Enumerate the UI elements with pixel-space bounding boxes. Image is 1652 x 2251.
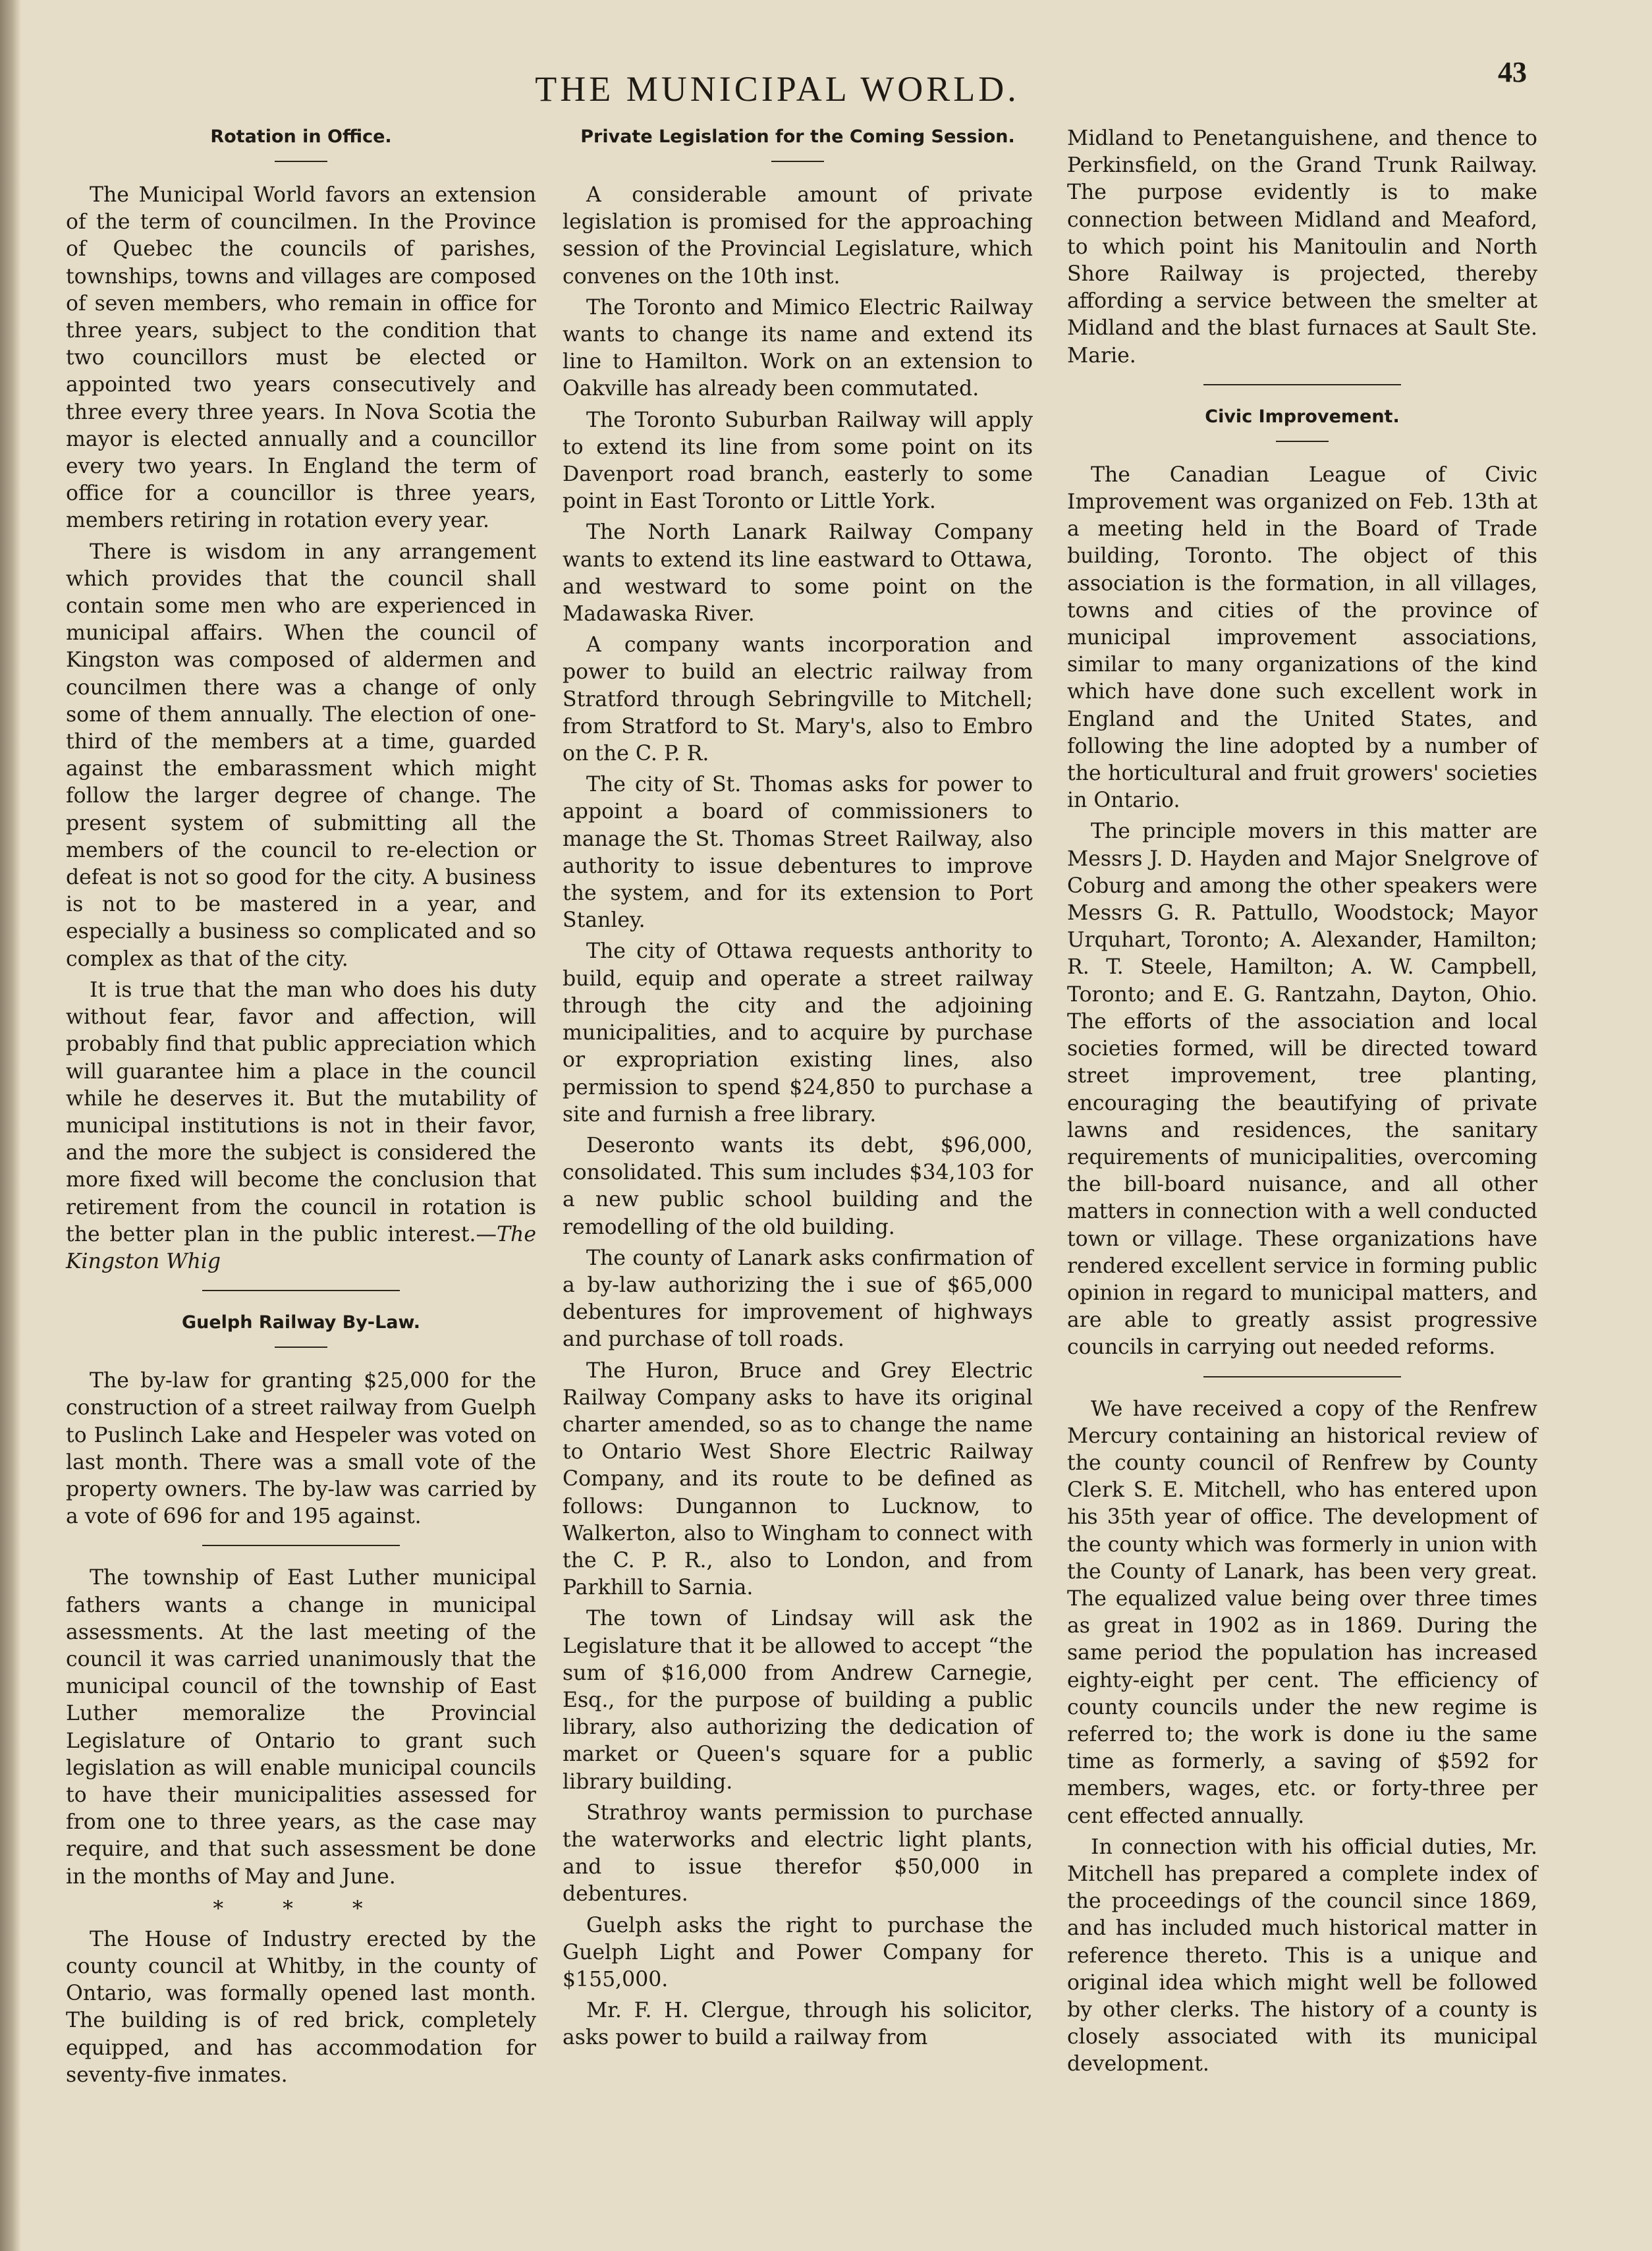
asterism: * * * — [213, 1897, 389, 1921]
section-divider — [202, 1545, 400, 1546]
section-heading: Private Legislation for the Coming Session. — [580, 126, 1015, 147]
paragraph: Strathroy wants permission to purchase the waterworks and electric light plants, and to issue therefor $50,000 in debentures. — [563, 1800, 1033, 1906]
section-divider — [1203, 1376, 1401, 1377]
section-heading: Civic Improvement. — [1205, 406, 1400, 427]
paragraph: The Huron, Bruce and Grey Electric Railway Company asks to have its original charter amended, so as to change the name to Ontario West Shore Electric Railway Company, and its route to be defined as follows: Dungannon to Lucknow, to Walkerton, also to Wingham to connect with the C. P. R., also to London, and from Parkhill to Sarnia. — [563, 1358, 1033, 1600]
column-middle — [563, 124, 1033, 2056]
heading-rule — [771, 161, 824, 162]
section-heading: Guelph Railway By-Law. — [181, 1312, 421, 1333]
paragraph: The North Lanark Railway Company wants to extend its line eastward to Ottawa, and westward to some point on the Madawaska River. — [563, 520, 1033, 626]
paragraph: In connection with his official duties, Mr. Mitchell has prepared a complete index of the proceedings of the council since 1869, and has included much historical matter in reference thereto. This is a unique and original idea which might well be followed by other clerks. The history of a county is closely associated with its municipal development. — [1067, 1835, 1537, 2076]
section-divider — [1203, 384, 1401, 385]
heading-rule — [1276, 441, 1329, 442]
paragraph: The county of Lanark asks confirmation of a by-law authorizing the i sue of $65,000 debentures for improvement of highways and purchase of toll roads. — [563, 1246, 1033, 1352]
paragraph — [66, 977, 536, 1275]
section-heading: Rotation in Office. — [210, 126, 392, 147]
column-right — [1067, 125, 1537, 2082]
paragraph: The Canadian League of Civic Improvement was organized on Feb. 13th at a meeting held in the Board of Trade building, Toronto. The object of this association is the formation, in all villages, towns and cities of the province of municipal improvement associations, similar to many organizations of the kind which have done such excellent work in England and the United States, and following the line adopted by a number of the horticultural and fruit growers' societies in Ontario. — [1067, 462, 1537, 813]
paragraph: The Toronto Suburban Railway will apply to extend its line from some point on its Davenport road branch, easterly to some point in East Toronto or Little York. — [563, 408, 1033, 514]
paragraph: Deseronto wants its debt, $96,000, consolidated. This sum includes $34,103 for a new public school building and the remodelling of the old building. — [563, 1133, 1033, 1239]
page-binding-shadow — [0, 0, 21, 2251]
section-divider — [202, 1290, 400, 1291]
paragraph: The township of East Luther municipal fathers wants a change in municipal assessments. At the last meeting of the council it was carried unanimously that the municipal council of the township of East Luther memoralize the Provincial Legislature of Ontario to grant such legislation as will enable municipal councils to have their municipalities assessed for from one to three years, as the case may require, and that such assessment be done in the months of May and June. — [66, 1566, 536, 1889]
paragraph: The principle movers in this matter are Messrs J. D. Hayden and Major Snelgrove of Coburg and among the other speakers were Messrs G. R. Pattullo, Woodstock; Mayor Urquhart, Toronto; A. Alexander, Hamilton; R. T. Steele, Hamilton; A. W. Campbell, Toronto; and E. G. Rantzahn, Dayton, Ohio. The efforts of the association and local societies formed, will be directed toward street improvement, tree planting, encouraging the beautifying of private lawns and residences, the sanitary requirements of municipalities, overcoming the bill-board nuisance, and all other matters in connection with a well conducted town or village. These organizations have rendered excellent service in forming public opinion in regard to municipal matters, and are able to greatly assist progressive councils in carrying out needed reforms. — [1067, 820, 1537, 1360]
paragraph-continued: Midland to Penetanguishene, and thence to Perkinsfield, on the Grand Trunk Railway. The purpose evidently is to make connection between Midland and Meaford, to which point his Manitoulin and North Shore Railway is projected, thereby affording a service between the smelter at Midland and the blast furnaces at Sault Ste. Marie. — [1067, 126, 1537, 368]
page-number: 43 — [1498, 56, 1527, 88]
paragraph: Guelph asks the right to purchase the Guelph Light and Power Company for $155,000. — [563, 1913, 1033, 1991]
heading-rule — [275, 1347, 327, 1348]
paragraph: The Toronto and Mimico Electric Railway wants to change its name and extend its line to Hamilton. Work on an extension to Oakville has already been commutated. — [563, 295, 1033, 401]
source-credit: The Kingston Whig — [66, 1222, 536, 1273]
paragraph: A company wants incorporation and power to build an electric railway from Stratford through Sebringville to Mitchell; from Stratford to St. Mary's, also to Embro on the C. P. R. — [563, 633, 1033, 766]
paragraph-text: It is true that the man who does his duty without fear, favor and affection, will probably find that public appreciation which will guarantee him a place in the council while he deserves it. But the mutability of municipal institutions is not in their favor, and the more the subject is considered the more fixed will become the conclusion that retirement from the council in rotation is the better plan in the public interest.— — [66, 978, 536, 1246]
running-head: THE MUNICIPAL WORLD. — [535, 69, 1020, 109]
paragraph: A considerable amount of private legislation is promised for the approaching session of the Provincial Legislature, which convenes on the 10th inst. — [563, 183, 1033, 289]
paragraph: The town of Lindsay will ask the Legislature that it be allowed to accept “the sum of $16,000 from Andrew Carnegie, Esq., for the purpose of building a public library, also authorizing the dedication of market or Queen's square for a public library building. — [563, 1607, 1033, 1794]
paragraph: The House of Industry erected by the county council at Whitby, in the county of Ontario, was formally opened last month. The building is of red brick, completely equipped, and has accommodation for seventy-five inmates. — [66, 1927, 536, 2087]
column-left — [66, 124, 536, 2093]
heading-rule — [275, 161, 327, 162]
paragraph: The city of St. Thomas asks for power to appoint a board of commissioners to manage the St. Thomas Street Railway, also authority to issue debentures to improve the system, and for its extension to Port Stanley. — [563, 773, 1033, 933]
paragraph: The Municipal World favors an extension of the term of councilmen. In the Province of Quebec the councils of parishes, townships, towns and villages are composed of seven members, who remain in office for three years, subject to the condition that two councillors must be elected or appointed two years consecutively and three every three years. In Nova Scotia the mayor is elected annually and a councillor every two years. In England the term of office for a councillor is three years, members retiring in rotation every year. — [66, 183, 536, 533]
paragraph: The city of Ottawa requests anthority to build, equip and operate a street railway through the city and the adjoining municipalities, and to acquire by purchase or expropriation existing lines, also permission to spend $24,850 to purchase a site and furnish a free library. — [563, 939, 1033, 1126]
paragraph: The by-law for granting $25,000 for the construction of a street railway from Guelph to Puslinch Lake and Hespeler was voted on last month. There was a small vote of the property owners. The by-law was carried by a vote of 696 for and 195 against. — [66, 1369, 536, 1529]
paragraph: There is wisdom in any arrangement which provides that the council shall contain some men who are experienced in municipal affairs. When the council of Kingston was composed of aldermen and councilmen there was a change of only some of them annually. The election of one-third of the members at a time, guarded against the embarassment which might follow the larger degree of change. The present system of submitting all the members of the council to re-election or defeat is not so good for the city. A business is not to be mastered in a year, and especially a business so complicated and so complex as that of the city. — [66, 540, 536, 971]
paragraph: Mr. F. H. Clergue, through his solicitor, asks power to build a railway from — [563, 1999, 1033, 2050]
paragraph: We have received a copy of the Renfrew Mercury containing an historical review of the county council of Renfrew by County Clerk S. E. Mitchell, who has entered upon his 35th year of office. The development of the county which was formerly in union with the County of Lanark, has been very great. The equalized value being over three times as great in 1902 as in 1869. During the same period the population has increased eighty-eight per cent. The efficiency of county councils under the new regime is referred to; the work is done iu the same time as formerly, a saving of $592 for members, wages, etc. or forty-three per cent effected annually. — [1067, 1397, 1537, 1828]
